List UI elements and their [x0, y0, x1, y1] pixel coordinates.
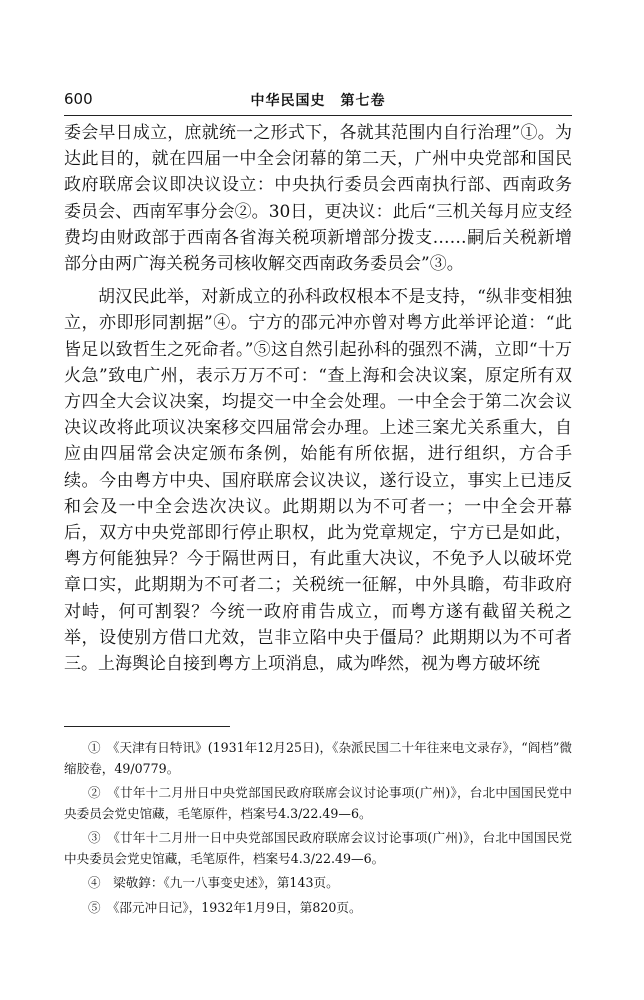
- body-text: [64, 120, 572, 677]
- paragraph-gap: [64, 277, 572, 284]
- footnote-2: ② 《廿年十二月卅日中央党部国民政府联席会议讨论事项(广州)》，台北中国国民党中央委员会党史馆藏，毛笔原件，档案号4.3/22.49—6。: [64, 785, 572, 821]
- footnote-5: ⑤ 《邵元冲日记》，1932年1月9日，第820页。: [87, 899, 362, 915]
- running-title: 中华民国史 第七卷: [250, 93, 386, 109]
- footnote-4: ④ 梁敬錞：《九一八事变史述》，第143页。: [87, 875, 339, 890]
- page-header: [64, 90, 572, 112]
- footnote-rule: [64, 726, 230, 727]
- footnotes: [64, 738, 572, 922]
- paragraph: 胡汉民此举，对新成立的孙科政权根本不是支持，“纵非变相独立，亦即形同割据”④。宁方的邵元冲亦曾对粤方此举评论道：“此皆足以致哲生之死命者。”⑤这自然引起孙科的强烈不满，立即“十万火急”致电广州，表示万万不可：“查上海和会决议案，原定所有双方四全大会议决案，均提交一中全会处理。一中全会于第二次会议决议改将此项议决案移交四届常会办理。上述三案尤关系重大，自应由四届常会决定颁布条例，始能有所依据，进行组织，方合手续。今由粤方中央、国府联席会议决议，遂行设立，事实上已违反和会及一中全会迭次决议。此期期以为不可者一；一中全会开幕后，双方中央党部即行停止职权，此为党章规定，宁方已是如此，粤方何能独异？今于隔世两日，有此重大决议，不免予人以破坏党章口实，此期期为不可者二；关税统一征解，中外具瞻，苟非政府对峙，何可割裂？今统一政府甫告成立，而粤方遂有截留关税之举，设使别方借口尤效，岂非立陷中央于僵局？此期期以为不可者三。上海舆论自接到粤方上项消息，咸为哗然，视为粤方破坏统: [64, 287, 572, 675]
- page-number: 600: [64, 90, 93, 108]
- paragraph-continued: 委会早日成立，庶就统一之形式下，各就其范围内自行治理”①。为达此目的，就在四届一中全会闭幕的第二天，广州中央党部和国民政府联席会议即决议设立：中央执行委员会西南执行部、西南政务委员会、西南军事分会②。30日，更决议：此后“三机关每月应支经费均由财政部于西南各省海关税项新增部分拨支……嗣后关税新增部分由两广海关税务司核收解交西南政务委员会”③。: [64, 123, 572, 275]
- header-rule: [64, 115, 572, 116]
- footnote-1: ① 《天津有日特讯》(1931年12月25日)，《杂派民国二十年往来电文录存》，“阎档”微缩胶卷，49/0779。: [64, 740, 572, 776]
- footnote-3: ③ 《廿年十二月卅一日中央党部国民政府联席会议讨论事项(广州)》，台北中国国民党中央委员会党史馆藏，毛笔原件，档案号4.3/22.49—6。: [64, 830, 572, 866]
